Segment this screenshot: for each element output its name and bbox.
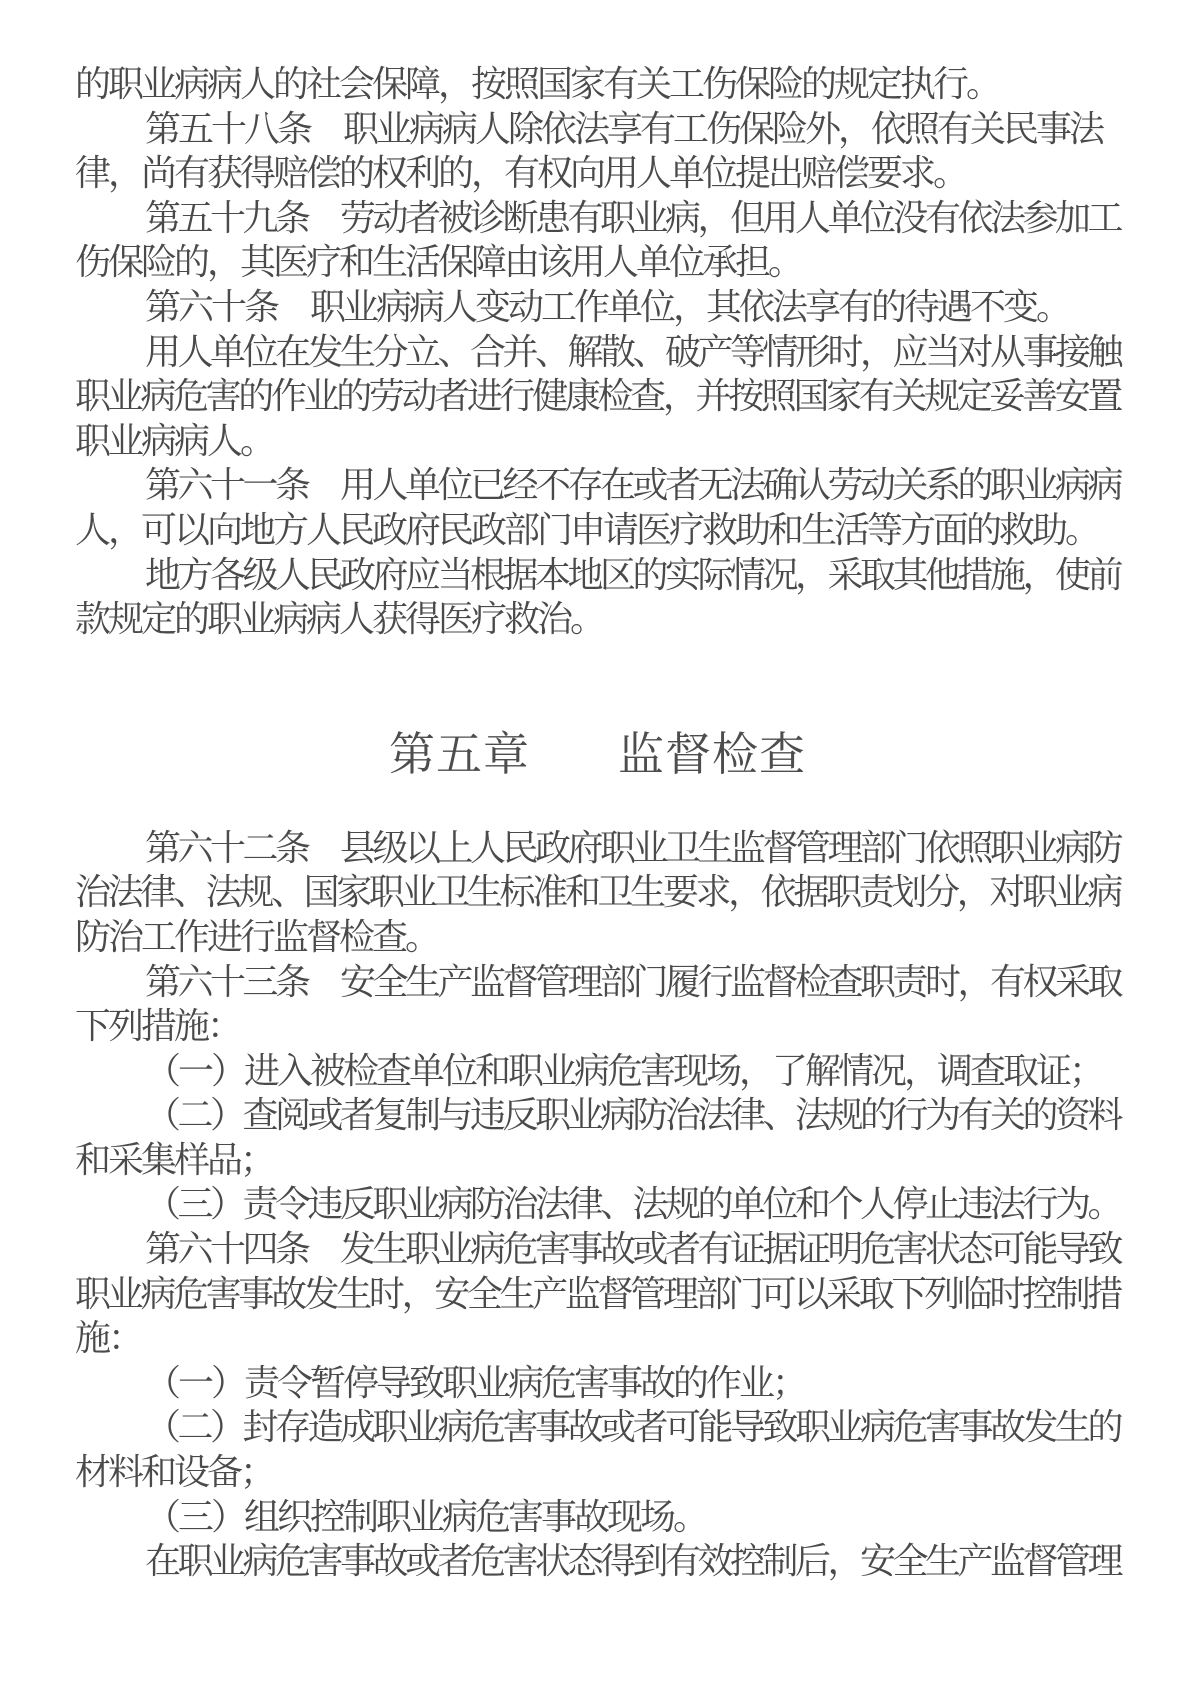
text-line: 在职业病危害事故或者危害状态得到有效控制后，安全生产监督管理	[145, 1540, 1121, 1582]
text-line: （三）责令违反职业病防治法律、法规的单位和个人停止违法行为。	[145, 1183, 1121, 1225]
chapter-number: 第五章	[389, 728, 530, 780]
text-line: 职业病病人。	[75, 419, 274, 461]
text-block-before-heading	[75, 62, 1120, 642]
text-line: 职业病危害的作业的劳动者进行健康检查，并按照国家有关规定妥善安置	[75, 375, 1121, 417]
text-line: 的职业病病人的社会保障，按照国家有关工伤保险的规定执行。	[75, 63, 1000, 104]
text-line: （一）进入被检查单位和职业病危害现场，了解情况，调查取证；	[145, 1049, 1103, 1091]
text-line: 第五十八条 职业病病人除依法享有工伤保险外，依照有关民事法	[145, 107, 1103, 149]
text-line: 第六十四条 发生职业病危害事故或者有证据证明危害状态可能导致	[145, 1228, 1121, 1270]
text-line: 第五十九条 劳动者被诊断患有职业病，但用人单位没有依法参加工	[145, 196, 1121, 238]
text-line: 职业病危害事故发生时，安全生产监督管理部门可以采取下列临时控制措	[75, 1272, 1121, 1314]
text-line: 用人单位在发生分立、合并、解散、破产等情形时，应当对从事接触	[145, 330, 1121, 372]
text-line: （二）查阅或者复制与违反职业病防治法律、法规的行为有关的资料	[145, 1094, 1121, 1136]
text-line: 人，可以向地方人民政府民政部门申请医疗救助和生活等方面的救助。	[75, 508, 1099, 550]
text-line: 款规定的职业病病人获得医疗救治。	[75, 598, 604, 640]
text-line: 施：	[75, 1317, 142, 1359]
text-line: 伤保险的，其医疗和生活保障由该用人单位承担。	[75, 241, 802, 283]
text-line: 律，尚有获得赔偿的权利的，有权向用人单位提出赔偿要求。	[75, 152, 967, 194]
text-line: 第六十一条 用人单位已经不存在或者无法确认劳动关系的职业病病	[145, 464, 1121, 506]
text-block-after-heading	[75, 826, 1120, 1584]
text-line: 地方各级人民政府应当根据本地区的实际情况，采取其他措施，使前	[145, 553, 1121, 595]
chapter-heading	[75, 728, 1120, 782]
text-line: 下列措施：	[75, 1005, 241, 1047]
text-line: 第六十二条 县级以上人民政府职业卫生监督管理部门依照职业病防	[145, 826, 1121, 868]
text-line: （三）组织控制职业病危害事故现场。	[145, 1495, 707, 1537]
text-line: （一）责令暂停导致职业病危害事故的作业；	[145, 1361, 806, 1403]
text-line: 第六十条 职业病病人变动工作单位，其依法享有的待遇不变。	[145, 285, 1070, 327]
text-line: 防治工作进行监督检查。	[75, 915, 439, 957]
text-line: （二）封存造成职业病危害事故或者可能导致职业病危害事故发生的	[145, 1406, 1121, 1448]
text-line: 材料和设备；	[75, 1451, 274, 1493]
text-line: 治法律、法规、国家职业卫生标准和卫生要求，依据职责划分，对职业病	[75, 871, 1121, 913]
text-line: 第六十三条 安全生产监督管理部门履行监督检查职责时，有权采取	[145, 960, 1121, 1002]
chapter-title: 监督检查	[618, 728, 806, 780]
text-line: 和采集样品；	[75, 1138, 274, 1180]
